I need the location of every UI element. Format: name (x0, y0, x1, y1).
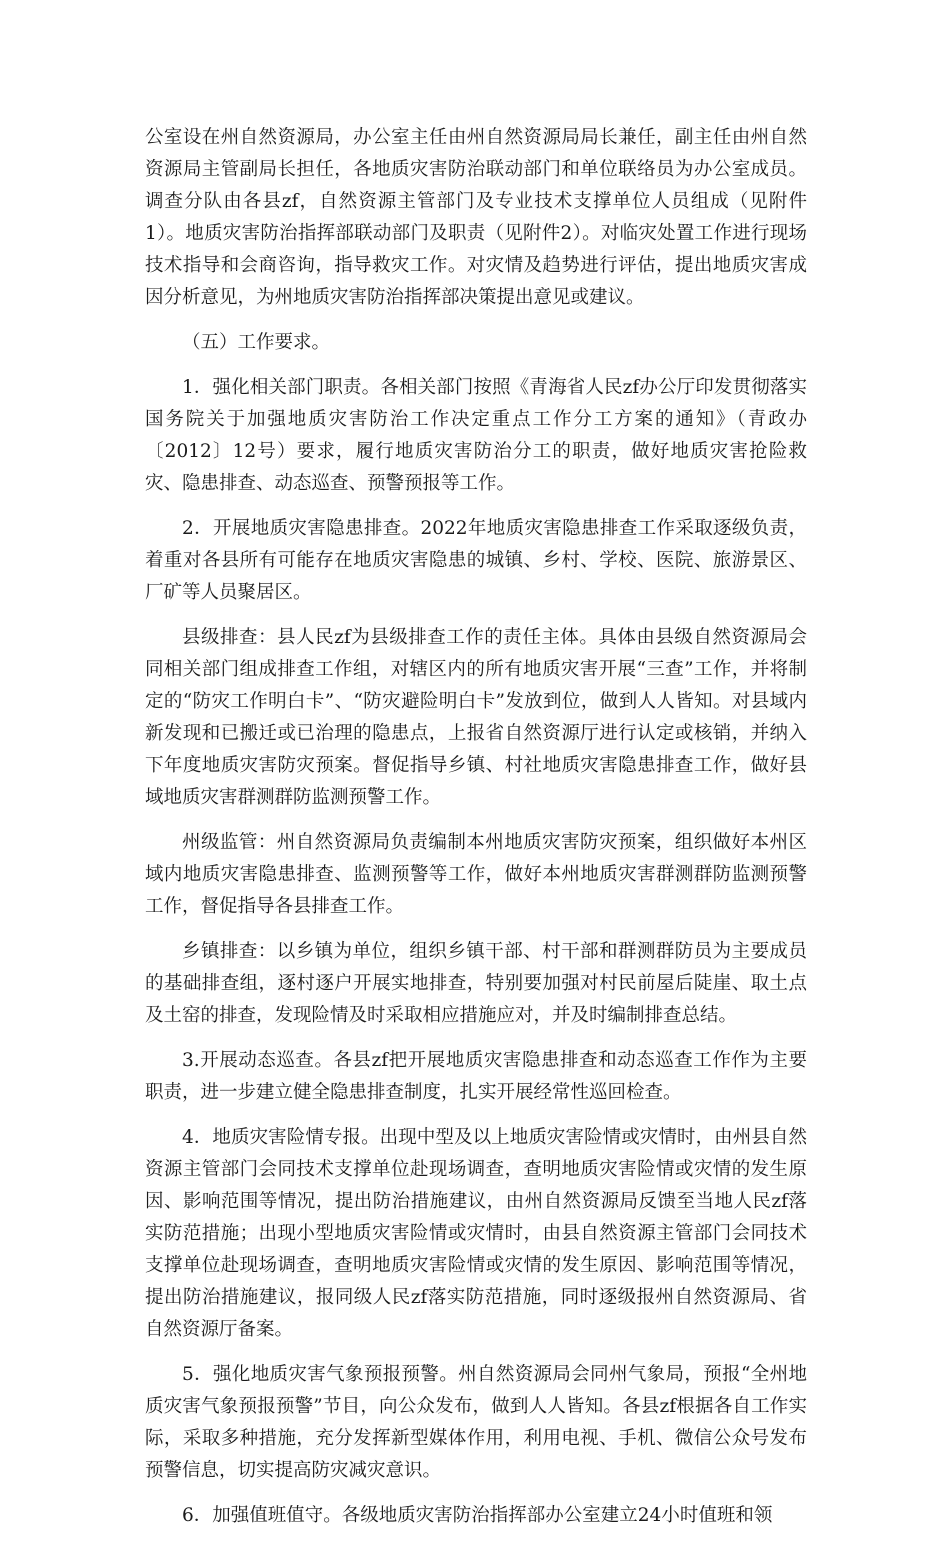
section-heading-work-requirements: （五）工作要求。 (182, 332, 331, 353)
paragraph-item-6: 6．加强值班值守。各级地质灾害防治指挥部办公室建立24小时值班和领 (182, 1505, 773, 1526)
paragraph-county-inspection: 县级排查：县人民zf为县级排查工作的责任主体。具体由县级自然资源局会同相关部门组成排查工作组，对辖区内的所有地质灾害开展“三查”工作，并将制定的“防灾工作明白卡”、“防灾避险明白卡”发放到位，做到人人皆知。对县域内新发现和已搬迁或已治理的隐患点，上报省自然资源厅进行认定或核销，并纳入下年度地质灾害防灾预案。督促指导乡镇、村社地质灾害隐患排查工作，做好县域地质灾害群测群防监测预警工作。 (145, 627, 807, 808)
paragraph-item-5: 5．强化地质灾害气象预报预警。州自然资源局会同州气象局，预报“全州地质灾害气象预报预警”节目，向公众发布，做到人人皆知。各县zf根据各自工作实际，采取多种措施，充分发挥新型媒体作用，利用电视、手机、微信公众号发布预警信息，切实提高防灾减灾意识。 (145, 1364, 807, 1481)
paragraph-continuation: 公室设在州自然资源局，办公室主任由州自然资源局局长兼任，副主任由州自然资源局主管副局长担任，各地质灾害防治联动部门和单位联络员为办公室成员。调查分队由各县zf，自然资源主管部门及专业技术支撑单位人员组成（见附件1）。地质灾害防治指挥部联动部门及职责（见附件2）。对临灾处置工作进行现场技术指导和会商咨询，指导救灾工作。对灾情及趋势进行评估，提出地质灾害成因分析意见，为州地质灾害防治指挥部决策提出意见或建议。 (145, 127, 807, 308)
paragraph-item-3: 3.开展动态巡查。各县zf把开展地质灾害隐患排查和动态巡查工作作为主要职责，进一步建立健全隐患排查制度，扎实开展经常性巡回检查。 (145, 1050, 807, 1103)
paragraph-township-inspection: 乡镇排查：以乡镇为单位，组织乡镇干部、村干部和群测群防员为主要成员的基础排查组，逐村逐户开展实地排查，特别要加强对村民前屋后陡崖、取土点及土窑的排查，发现险情及时采取相应措施应对，并及时编制排查总结。 (145, 941, 807, 1026)
paragraph-item-2: 2．开展地质灾害隐患排查。2022年地质灾害隐患排查工作采取逐级负责，着重对各县所有可能存在地质灾害隐患的城镇、乡村、学校、医院、旅游景区、厂矿等人员聚居区。 (145, 518, 807, 603)
paragraph-item-1: 1．强化相关部门职责。各相关部门按照《青海省人民zf办公厅印发贯彻落实国务院关于加强地质灾害防治工作决定重点工作分工方案的通知》（青政办〔2012〕12号）要求，履行地质灾害防治分工的职责，做好地质灾害抢险救灾、隐患排查、动态巡查、预警预报等工作。 (145, 377, 807, 494)
paragraph-prefecture-supervision: 州级监管：州自然资源局负责编制本州地质灾害防灾预案，组织做好本州区域内地质灾害隐患排查、监测预警等工作，做好本州地质灾害群测群防监测预警工作，督促指导各县排查工作。 (145, 832, 807, 917)
paragraph-item-4: 4．地质灾害险情专报。出现中型及以上地质灾害险情或灾情时，由州县自然资源主管部门会同技术支撑单位赴现场调查，查明地质灾害险情或灾情的发生原因、影响范围等情况，提出防治措施建议，由州自然资源局反馈至当地人民zf落实防范措施；出现小型地质灾害险情或灾情时，由县自然资源主管部门会同技术支撑单位赴现场调查，查明地质灾害险情或灾情的发生原因、影响范围等情况，提出防治措施建议，报同级人民zf落实防范措施，同时逐级报州自然资源局、省自然资源厅备案。 (145, 1127, 807, 1340)
document-body (145, 122, 807, 1545)
